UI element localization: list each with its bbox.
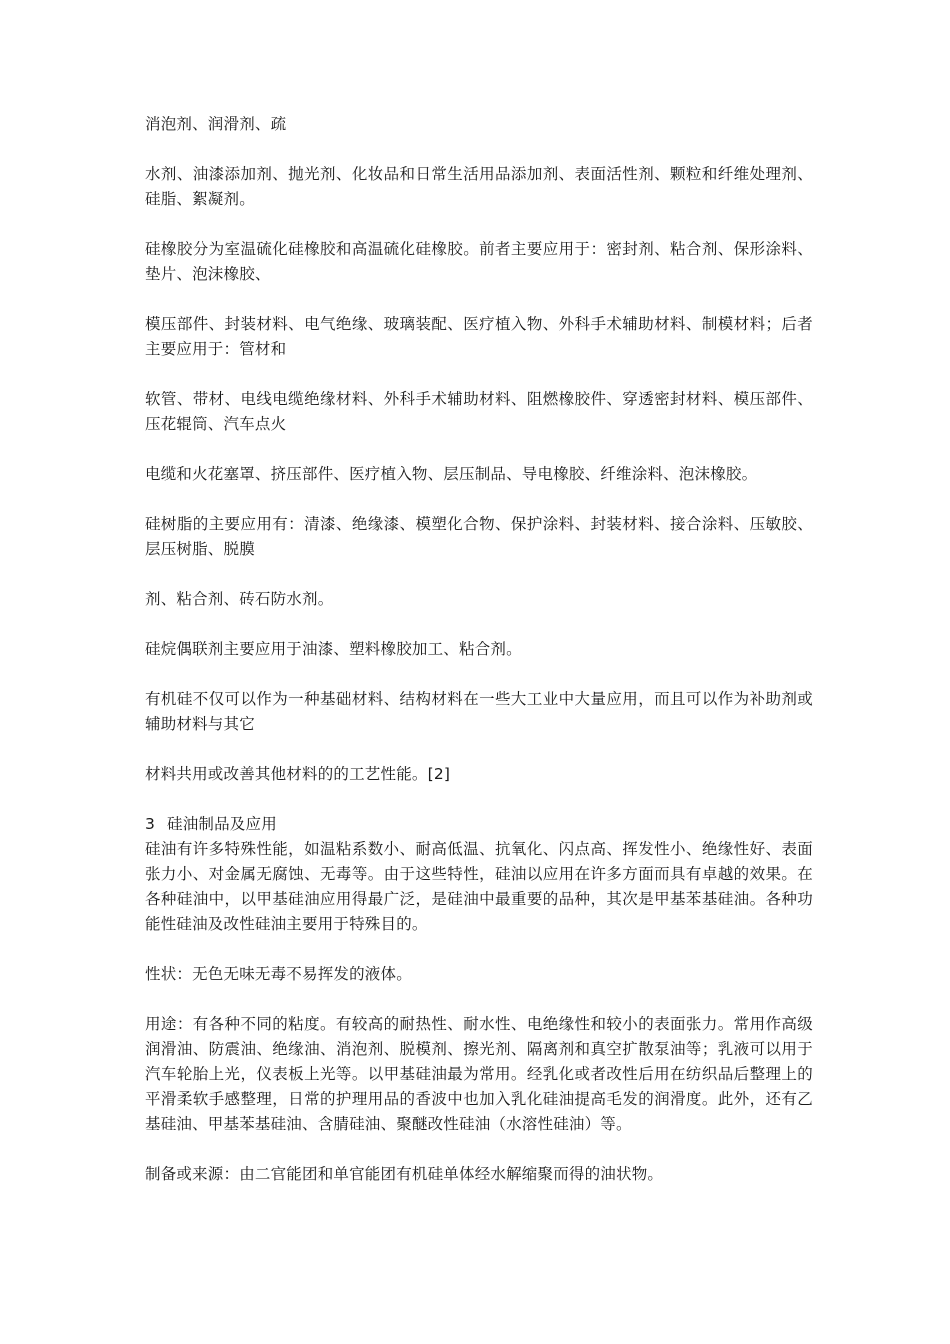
section-intro-paragraph: 硅油有许多特殊性能，如温粘系数小、耐高低温、抗氧化、闪点高、挥发性小、绝缘性好、表面张力小、对金属无腐蚀、无毒等。由于这些特性，硅油以应用在许多方面而具有卓越的效果。在各种硅油中，以甲基硅油应用得最广泛，是硅油中最重要的品种，其次是甲基苯基硅油。各种功能性硅油及改性硅油主要用于特殊目的。 (145, 840, 813, 933)
paragraph: 有机硅不仅可以作为一种基础材料、结构材料在一些大工业中大量应用，而且可以作为补助剂或辅助材料与其它 (145, 690, 813, 733)
uses-paragraph: 用途：有各种不同的粘度。有较高的耐热性、耐水性、电绝缘性和较小的表面张力。常用作高级润滑油、防震油、绝缘油、消泡剂、脱模剂、擦光剂、隔离剂和真空扩散泵油等；乳液可以用于汽车轮胎上光，仪表板上光等。以甲基硅油最为常用。经乳化或者改性后用在纺织品后整理上的平滑柔软手感整理，日常的护理用品的香波中也加入乳化硅油提高毛发的润滑度。此外，还有乙基硅油、甲基苯基硅油、含腈硅油、聚醚改性硅油（水溶性硅油）等。 (145, 1015, 813, 1133)
paragraph: 电缆和火花塞罩、挤压部件、医疗植入物、层压制品、导电橡胶、纤维涂料、泡沫橡胶。 (145, 465, 758, 483)
section-heading (145, 812, 813, 837)
paragraph: 硅烷偶联剂主要应用于油漆、塑料橡胶加工、粘合剂。 (145, 640, 522, 658)
paragraph: 材料共用或改善其他材料的的工艺性能。[2] (145, 765, 451, 783)
section-title: 硅油制品及应用 (167, 815, 277, 833)
document-body (145, 112, 813, 1187)
section-number: 3 (145, 815, 156, 833)
paragraph: 硅树脂的主要应用有：清漆、绝缘漆、模塑化合物、保护涂料、封装材料、接合涂料、压敏胶、层压树脂、脱膜 (145, 515, 813, 558)
paragraph: 水剂、油漆添加剂、抛光剂、化妆品和日常生活用品添加剂、表面活性剂、颗粒和纤维处理剂、硅脂、絮凝剂。 (145, 165, 813, 208)
preparation-paragraph: 制备或来源：由二官能团和单官能团有机硅单体经水解缩聚而得的油状物。 (145, 1165, 664, 1183)
paragraph: 剂、粘合剂、砖石防水剂。 (145, 590, 334, 608)
paragraph: 硅橡胶分为室温硫化硅橡胶和高温硫化硅橡胶。前者主要应用于：密封剂、粘合剂、保形涂料、垫片、泡沫橡胶、 (145, 240, 813, 283)
paragraph: 软管、带材、电线电缆绝缘材料、外科手术辅助材料、阻燃橡胶件、穿透密封材料、模压部件、压花辊筒、汽车点火 (145, 390, 813, 433)
properties-paragraph: 性状：无色无味无毒不易挥发的液体。 (145, 965, 412, 983)
paragraph: 消泡剂、润滑剂、疏 (145, 115, 287, 133)
paragraph: 模压部件、封装材料、电气绝缘、玻璃装配、医疗植入物、外科手术辅助材料、制模材料；后者主要应用于：管材和 (145, 315, 813, 358)
